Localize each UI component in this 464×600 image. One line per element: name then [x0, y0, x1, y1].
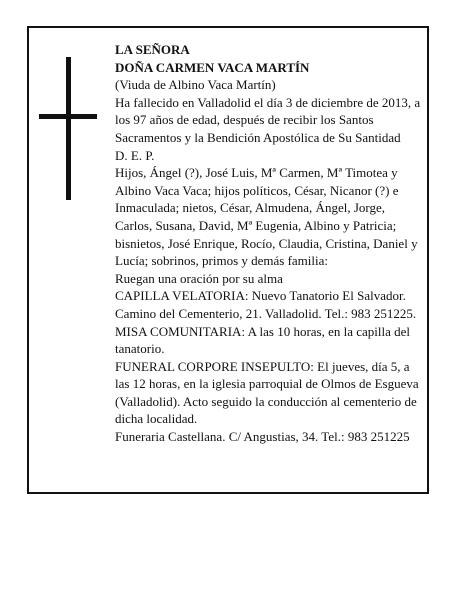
funeral-info: FUNERAL CORPORE INSEPULTO: El jueves, día 5, a las 12 horas, en la iglesia parroquial de Olmos de Esgueva (Valladolid). Acto seguido la conducción al cementerio de dicha localidad.: [115, 358, 419, 427]
cross-vertical-bar: [66, 57, 71, 200]
dep-line: D. E. P.: [115, 147, 155, 163]
death-text: Ha fallecido en Valladolid el día 3 de diciembre de 2013, a los 97 años de edad, después de recibir los Santos Sacramentos y la Bendición Apostólica de Su Santidad: [115, 94, 421, 145]
notice-title-line1: LA SEÑORA: [115, 42, 190, 57]
prayer-line: Ruegan una oración por su alma: [115, 270, 283, 286]
chapel-info: CAPILLA VELATORIA: Nuevo Tanatorio El Salvador. Camino del Cementerio, 21. Valladolid. Tel.: 983 251225.: [115, 288, 417, 321]
notice-text: [115, 41, 421, 446]
family-text: Hijos, Ángel (?), José Luis, Mª Carmen, Mª Timotea y Albino Vaca Vaca; hijos políticos, César, Nicanor (?) e Inmaculada; nietos, César, Almudena, Ángel, Jorge, Carlos, Susana, David, Mª Eugenia, Albino y Patricia; bisnietos, José Enrique, Rocío, Claudia, Cristina, Daniel y Lucía; sobrinos, primos y demás familia:: [115, 165, 418, 269]
mass-info: MISA COMUNITARIA: A las 10 horas, en la capilla del tanatorio.: [115, 323, 411, 357]
obituary-notice: [27, 26, 429, 494]
notice-title-line2: DOÑA CARMEN VACA MARTÍN: [115, 59, 310, 75]
widow-line: (Viuda de Albino Vaca Martín): [115, 77, 276, 93]
cross-icon: [39, 57, 97, 200]
cross-horizontal-bar: [39, 114, 97, 119]
funeral-home-info: Funeraria Castellana. C/ Angustias, 34. Tel.: 983 251225: [115, 429, 410, 445]
